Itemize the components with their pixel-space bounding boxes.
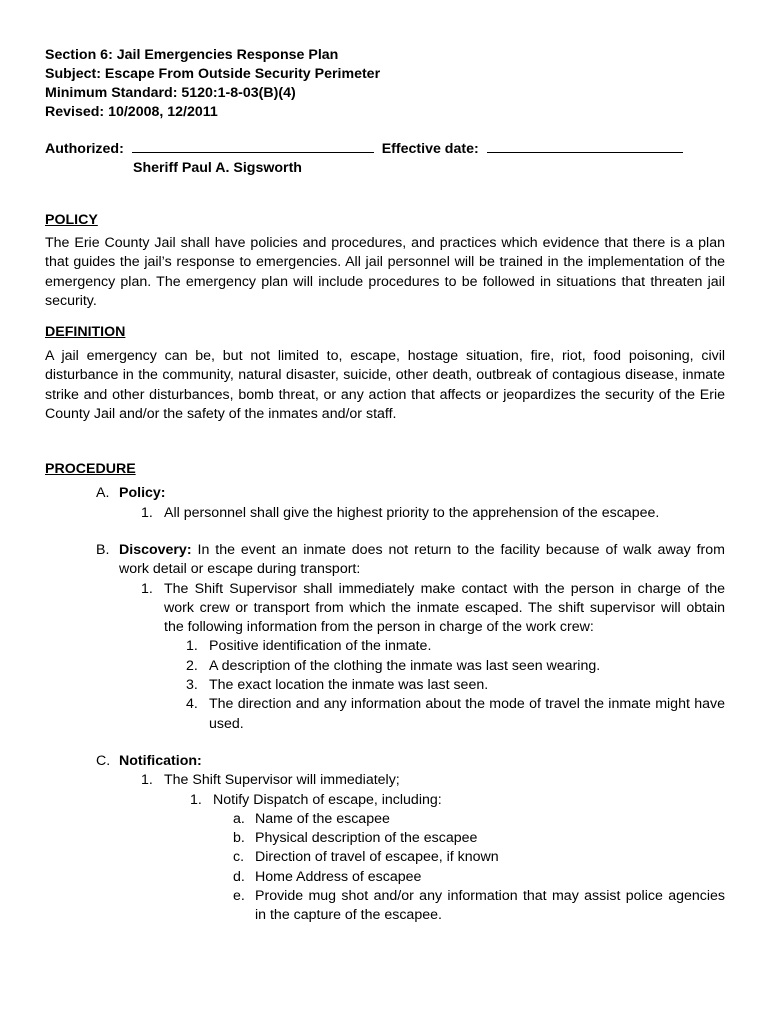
notification-detail xyxy=(45,829,725,848)
document-header xyxy=(45,46,725,122)
document-page xyxy=(45,46,725,926)
policy-heading: POLICY xyxy=(45,212,98,228)
list-item-text: The exact location the inmate was last seen. xyxy=(209,677,489,694)
list-marker: e. xyxy=(233,888,245,905)
list-item-text: Notify Dispatch of escape, including: xyxy=(213,791,442,808)
procedure-section-c xyxy=(45,752,725,926)
minimum-standard: Minimum Standard: 5120:1-8-03(B)(4) xyxy=(45,85,296,101)
list-item-text: Positive identification of the inmate. xyxy=(209,638,432,655)
section-c-title xyxy=(45,752,725,771)
definition-text: A jail emergency can be, but not limited to, escape, hostage situation, fire, riot, food poisoning, civil disturbance in the community, natural disaster, suicide, other death, outbreak of contagious disease, inmate strike and other disturbances, bomb threat, or any action that affects or jeopardizes the security of the Erie County Jail and/or the safety of the inmates and/or staff. xyxy=(45,348,725,423)
list-item-text: The direction and any information about the mode of travel the inmate might have used. xyxy=(209,696,725,732)
section-b-intro xyxy=(45,541,725,580)
policy-text: The Erie County Jail shall have policies and procedures, and practices which evidence that there is a plan that guides the jail’s response to emergencies. All jail personnel will be trained in the implementation of the emergency plan. The emergency plan will include procedures to be followed in situations that threaten jail security. xyxy=(45,235,725,309)
list-marker: d. xyxy=(233,868,245,885)
list-marker: b. xyxy=(233,830,245,847)
effective-date-line xyxy=(487,139,683,153)
list-marker: a. xyxy=(233,810,245,827)
authorized-label: Authorized: xyxy=(45,141,124,157)
list-marker: c. xyxy=(233,849,245,866)
procedure-section-b xyxy=(45,541,725,734)
list-item-text: Physical description of the escapee xyxy=(255,830,478,847)
section-b-heading: Discovery: xyxy=(119,541,192,558)
notification-detail xyxy=(45,887,725,926)
notification-detail xyxy=(45,810,725,829)
list-marker: 1. xyxy=(186,638,198,655)
section-c-heading: Notification: xyxy=(119,752,202,769)
notification-detail xyxy=(45,848,725,867)
list-item-text: Name of the escapee xyxy=(255,810,390,827)
section-b-text: In the event an inmate does not return to the facility because of walk away from work detail or escape during transport: xyxy=(119,541,725,578)
notification-detail xyxy=(45,868,725,887)
procedure-section-a xyxy=(45,484,725,523)
signer-name: Sheriff Paul A. Sigsworth xyxy=(133,160,302,176)
section-a-heading: Policy: xyxy=(119,485,166,502)
list-item-text: Home Address of escapee xyxy=(255,868,422,885)
discovery-subitem xyxy=(45,676,725,695)
procedure-heading: PROCEDURE xyxy=(45,461,136,478)
section-c-marker: C. xyxy=(96,752,111,769)
list-item-text: The Shift Supervisor will immediately; xyxy=(164,772,400,789)
section-a-marker: A. xyxy=(96,485,110,502)
section-a-item-1 xyxy=(45,504,725,523)
section-a-title xyxy=(45,484,725,503)
section-b-item-1 xyxy=(45,580,725,638)
list-marker: 1. xyxy=(141,504,153,521)
effective-date-label: Effective date: xyxy=(381,141,479,157)
list-marker: 4. xyxy=(186,696,198,713)
list-marker: 3. xyxy=(186,677,198,694)
section-title: Section 6: Jail Emergencies Response Plan xyxy=(45,47,339,63)
authorization-block xyxy=(45,139,725,178)
list-marker: 1. xyxy=(141,580,153,597)
definition-heading: DEFINITION xyxy=(45,324,126,341)
discovery-subitem xyxy=(45,695,725,734)
list-marker: 1. xyxy=(190,791,202,808)
section-c-item-1 xyxy=(45,771,725,790)
list-marker: 1. xyxy=(141,772,153,789)
list-marker: 2. xyxy=(186,657,198,674)
discovery-subitem xyxy=(45,657,725,676)
list-item-text: A description of the clothing the inmate was last seen wearing. xyxy=(209,657,601,674)
list-item-text: Provide mug shot and/or any information that may assist police agencies in the capture of the escapee. xyxy=(255,888,725,924)
subject-line: Subject: Escape From Outside Security Perimeter xyxy=(45,66,381,82)
discovery-subitem xyxy=(45,637,725,656)
list-item-text: All personnel shall give the highest priority to the apprehension of the escapee. xyxy=(164,504,660,521)
list-item-text: The Shift Supervisor shall immediately make contact with the person in charge of the work crew or transport from which the inmate escaped. The shift supervisor will obtain the following information from the person in charge of the work crew: xyxy=(164,580,725,636)
section-c-subitem-1 xyxy=(45,791,725,810)
list-item-text: Direction of travel of escapee, if known xyxy=(255,849,499,866)
authorized-signature-line xyxy=(132,139,374,153)
section-b-marker: B. xyxy=(96,541,110,558)
revised-dates: Revised: 10/2008, 12/2011 xyxy=(45,104,218,120)
